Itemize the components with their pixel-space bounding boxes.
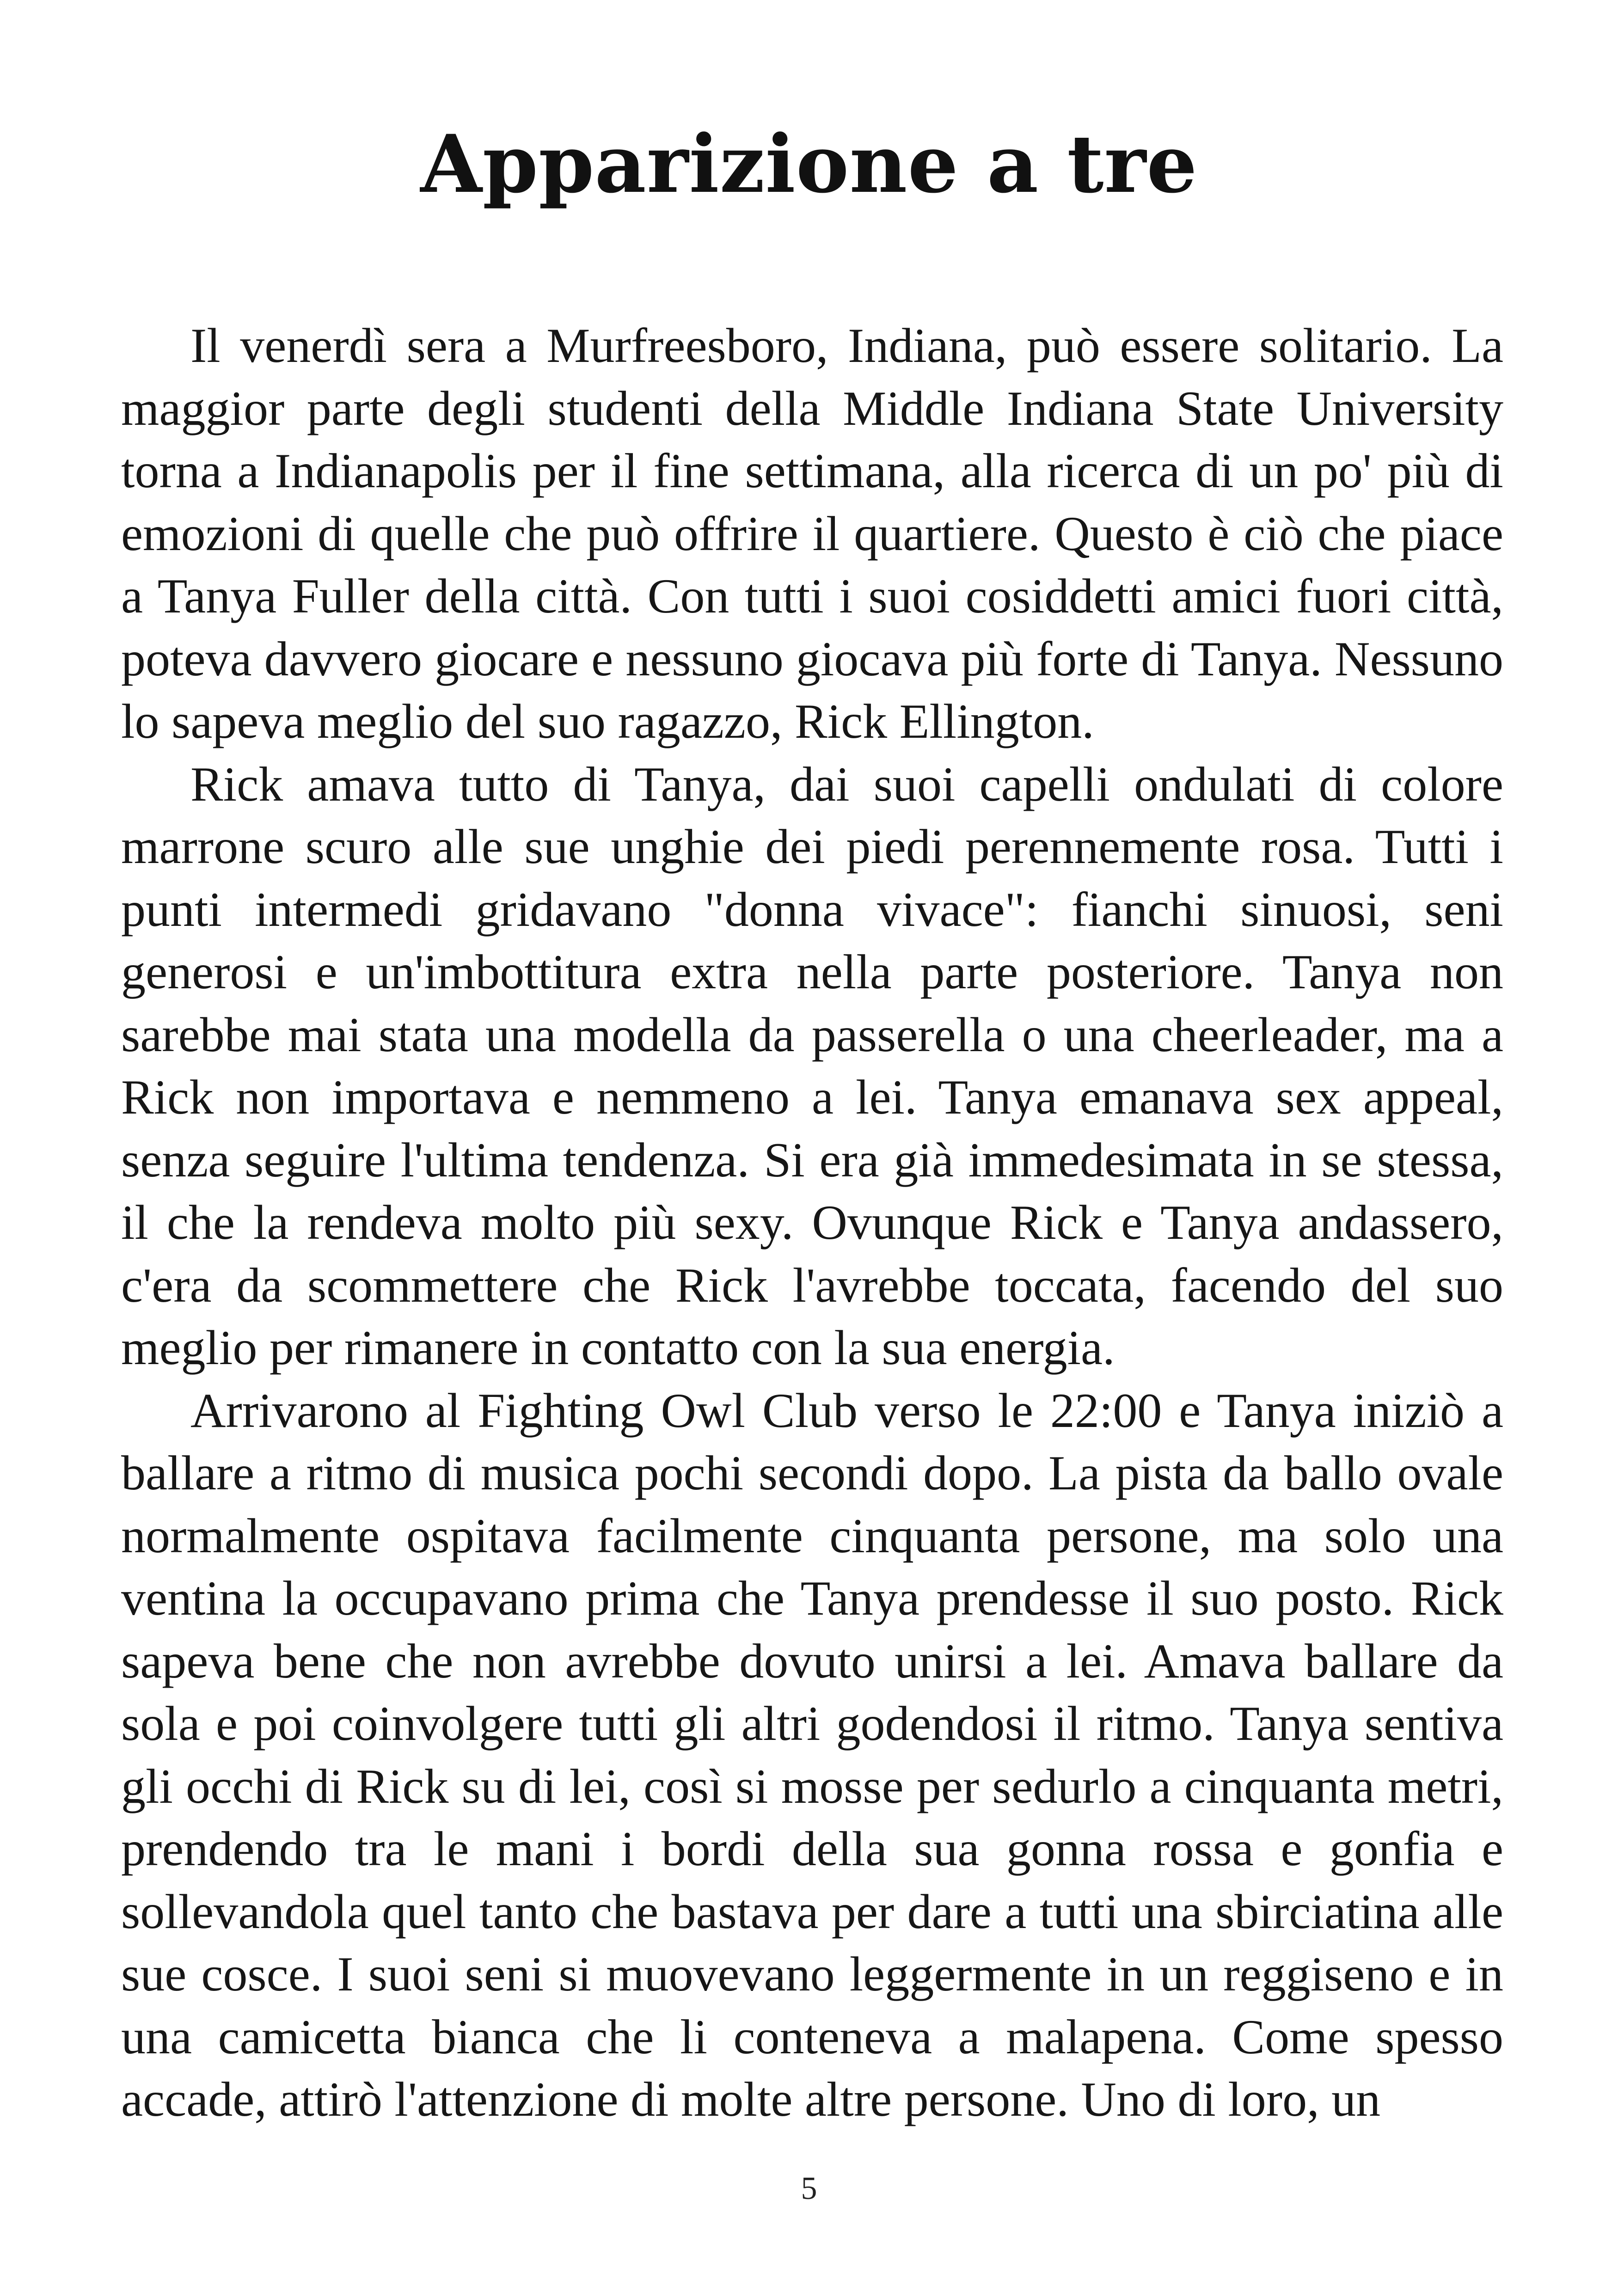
chapter-title: Apparizione a tre [420, 117, 1198, 211]
paragraph: Arrivarono al Fighting Owl Club verso le 22:00 e Tanya iniziò a ballare a ritmo di musica pochi secondi dopo. La pista da ballo ovale normalmente ospitava facilmente cinquanta persone, ma solo una ventina la occupavano prima che Tanya prendesse il suo posto. Rick sapeva bene che non avrebbe dovuto unirsi a lei. Amava ballare da sola e poi coinvolgere tutti gli altri godendosi il ritmo. Tanya sentiva gli occhi di Rick su di lei, così si mosse per sedurlo a cinquanta metri, prendendo tra le mani i bordi della sua gonna rossa e gonfia e sollevandola quel tanto che bastava per dare a tutti una sbirciatina alle sue cosce. I suoi seni si muovevano leggermente in un reggiseno e in una camicetta bianca che li conteneva a malapena. Come spesso accade, attirò l'attenzione di molte altre persone. Uno di loro, un [121, 1383, 1503, 2126]
paragraph: Il venerdì sera a Murfreesboro, Indiana, può essere solitario. La maggior parte degli studenti della Middle Indiana State University torna a Indianapolis per il fine settimana, alla ricerca di un po' più di emozioni di quelle che può offrire il quartiere. Questo è ciò che piace a Tanya Fuller della città. Con tutti i suoi cosiddetti amici fuori città, poteva davvero giocare e nessuno giocava più forte di Tanya. Nessuno lo sapeva meglio del suo ragazzo, Rick Ellington. [121, 318, 1503, 748]
chapter-body [121, 314, 1503, 2131]
paragraph: Rick amava tutto di Tanya, dai suoi capelli ondulati di colore marrone scuro alle sue unghie dei piedi perennemente rosa. Tutti i punti intermedi gridavano "donna vivace": fianchi sinuosi, seni generosi e un'imbottitura extra nella parte posteriore. Tanya non sarebbe mai stata una modella da passerella o una cheerleader, ma a Rick non importava e nemmeno a lei. Tanya emanava sex appeal, senza seguire l'ultima tendenza. Si era già immedesimata in se stessa, il che la rendeva molto più sexy. Ovunque Rick e Tanya andassero, c'era da scommettere che Rick l'avrebbe toccata, facendo del suo meglio per rimanere in contatto con la sua energia. [121, 757, 1503, 1375]
page-number: 5 [801, 2171, 817, 2206]
